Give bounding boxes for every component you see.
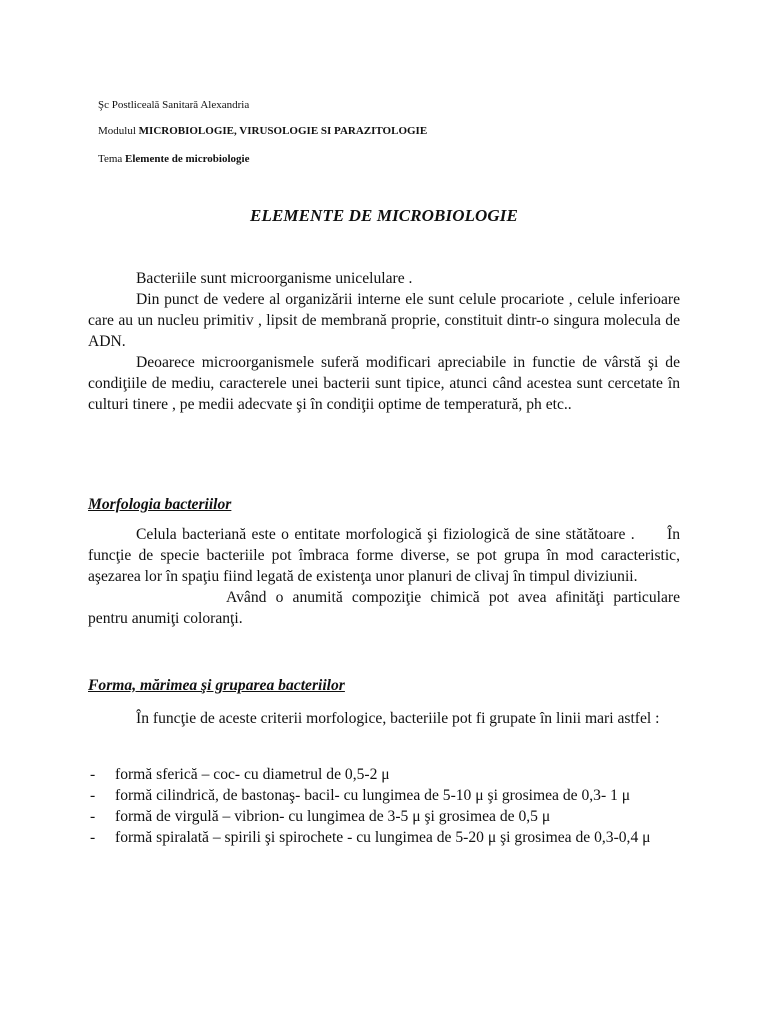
intro-paragraph-3: Deoarece microorganismele suferă modificari apreciabile in functie de vârstă şi de condiţiile de mediu, caracterele unei bacterii sunt tipice, atunci când acestea sunt cercetate în culturi tinere , pe medii adecvate şi în condiţii optime de temperatură, ph etc.. [88, 354, 680, 413]
list-bullet: - [90, 787, 96, 804]
shape-intro-paragraph: În funcţie de aceste criterii morfologice, bacteriile pot fi grupate în linii mari astfel : [136, 710, 660, 727]
intro-section [88, 268, 680, 415]
list-item-text: formă de virgulă – vibrion- cu lungimea de 3-5 μ şi grosimea de 0,5 μ [115, 808, 551, 825]
list-item-text: formă sferică – coc- cu diametrul de 0,5-2 μ [115, 766, 390, 783]
list-item [88, 785, 680, 806]
list-item-text: formă cilindrică, de bastonaş- bacil- cu lungimea de 5-10 μ şi grosimea de 0,3- 1 μ [115, 787, 631, 804]
list-item [88, 764, 680, 785]
list-bullet: - [90, 829, 96, 846]
morphology-heading: Morfologia bacteriilor [88, 496, 232, 513]
shape-list-section [88, 764, 680, 848]
list-bullet: - [90, 766, 96, 783]
theme-prefix: Tema [98, 153, 126, 165]
intro-paragraph-2: Din punct de vedere al organizării interne ele sunt celule procariote , celule inferioare care au un nucleu primitiv , lipsit de membrană proprie, constituit dintr-o singura molecula de ADN. [88, 291, 680, 350]
header-school [98, 98, 249, 112]
list-bullet: - [90, 808, 96, 825]
intro-paragraph-1: Bacteriile sunt microorganisme unicelulare . [136, 270, 413, 287]
morphology-section [88, 524, 684, 629]
header-module [98, 124, 427, 138]
morphology-paragraph-2: Având o anumită compoziţie chimică pot avea afinităţi particulare pentru anumiţi coloranţi. [88, 589, 680, 627]
list-item [88, 827, 680, 848]
module-prefix: Modulul [98, 125, 139, 137]
theme-name: Elemente de microbiologie [125, 153, 250, 165]
module-name: MICROBIOLOGIE, VIRUSOLOGIE SI PARAZITOLOGIE [138, 125, 428, 137]
shape-heading: Forma, mărimea şi gruparea bacteriilor [88, 677, 345, 694]
list-item-text: formă spiralată – spirili şi spirochete - cu lungimea de 5-20 μ şi grosimea de 0,3-0,4 μ [115, 829, 651, 846]
header-theme [98, 152, 249, 166]
morphology-paragraph-1: Celula bacteriană este o entitate morfologică şi fiziologică de sine stătătoare . În funcţie de specie bacteriile pot îmbraca forme diverse, se pot grupa în mod caracteristic, aşezarea lor în spaţiu fiind legată de existenţa unor planuri de clivaj în timpul diviziunii. [88, 526, 684, 585]
school-name: Şc Postliceală Sanitară Alexandria [98, 99, 250, 111]
list-item [88, 806, 680, 827]
shape-section [88, 708, 680, 729]
shape-list [88, 764, 680, 848]
document-title: ELEMENTE DE MICROBIOLOGIE [250, 206, 518, 225]
